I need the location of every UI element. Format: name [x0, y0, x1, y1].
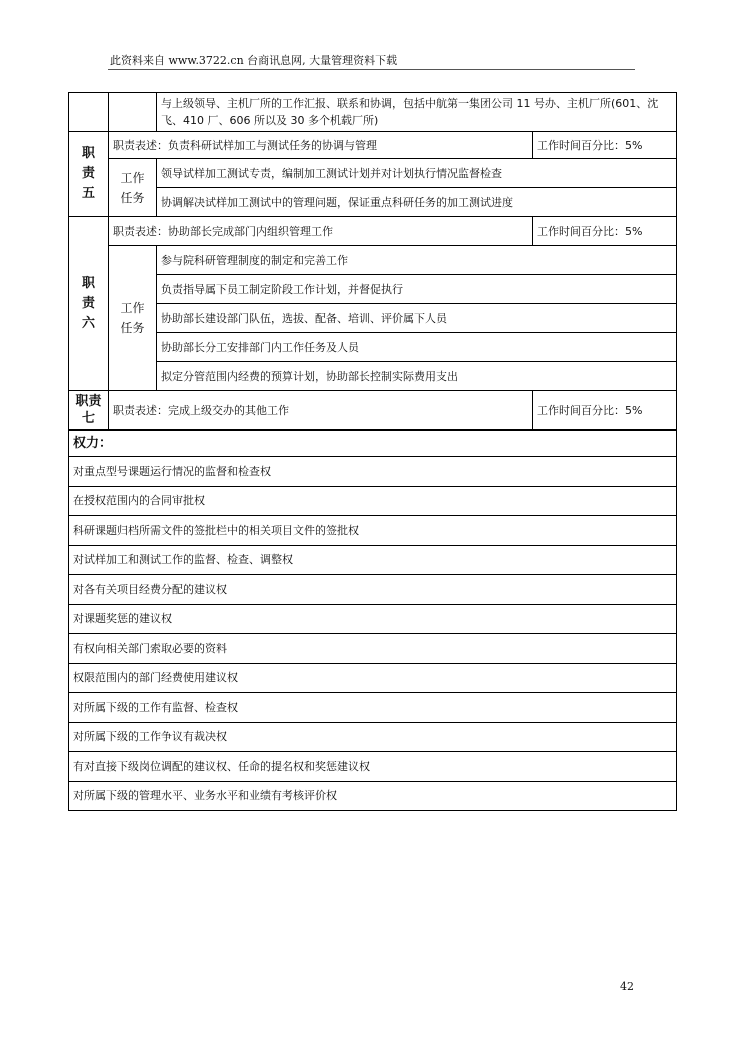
duty6-task-item: 负责指导属下员工制定阶段工作计划，并督促执行 — [157, 275, 677, 304]
duty6-task-item: 协助部长建设部门队伍，选拔、配备、培训、评价属下人员 — [157, 304, 677, 333]
rights-row — [69, 634, 677, 664]
header-divider — [108, 69, 635, 70]
duty5-task-row — [69, 188, 677, 217]
duty7-description: 职责表述：完成上级交办的其他工作 — [109, 391, 533, 430]
rights-title-row — [69, 431, 677, 457]
rights-title: 权力： — [69, 431, 677, 457]
rights-item: 权限范围内的部门经费使用建议权 — [69, 663, 677, 693]
duty5-description-row — [69, 132, 677, 159]
rights-row — [69, 457, 677, 487]
rights-row — [69, 516, 677, 546]
duty7-description-row — [69, 391, 677, 430]
duty7-percent: 工作时间百分比：5% — [533, 391, 677, 430]
duty6-task-row — [69, 275, 677, 304]
rights-item: 对各有关项目经费分配的建议权 — [69, 575, 677, 605]
rights-row — [69, 781, 677, 811]
empty-task-label-cell — [109, 93, 157, 132]
rights-row — [69, 604, 677, 634]
duty6-task-row — [69, 304, 677, 333]
rights-item: 科研课题归档所需文件的签批栏中的相关项目文件的签批权 — [69, 516, 677, 546]
duty7-label: 职责 七 — [69, 391, 109, 430]
duty5-label: 职 责 五 — [69, 132, 109, 217]
rights-item: 对试样加工和测试工作的监督、检查、调整权 — [69, 545, 677, 575]
duty6-task-item: 拟定分管范围内经费的预算计划，协助部长控制实际费用支出 — [157, 362, 677, 391]
duty5-task-row — [69, 159, 677, 188]
rights-item: 对课题奖惩的建议权 — [69, 604, 677, 634]
rights-item: 对所属下级的工作争议有裁决权 — [69, 722, 677, 752]
duties-table — [68, 92, 677, 430]
rights-row — [69, 575, 677, 605]
rights-row — [69, 752, 677, 782]
rights-item: 在授权范围内的合同审批权 — [69, 486, 677, 516]
rights-item: 有对直接下级岗位调配的建议权、任命的提名权和奖惩建议权 — [69, 752, 677, 782]
page-number: 42 — [620, 980, 634, 993]
duty6-task-item: 参与院科研管理制度的制定和完善工作 — [157, 246, 677, 275]
empty-label-cell — [69, 93, 109, 132]
rights-item: 对所属下级的工作有监督、检查权 — [69, 693, 677, 723]
duty5-task-label: 工作 任务 — [109, 159, 157, 217]
duty5-percent: 工作时间百分比：5% — [533, 132, 677, 159]
duty6-task-label: 工作 任务 — [109, 246, 157, 391]
rights-row — [69, 663, 677, 693]
duty6-task-row — [69, 246, 677, 275]
top-continuation-row — [69, 93, 677, 132]
rights-row — [69, 693, 677, 723]
duty5-description: 职责表述：负责科研试样加工与测试任务的协调与管理 — [109, 132, 533, 159]
rights-item: 有权向相关部门索取必要的资料 — [69, 634, 677, 664]
rights-row — [69, 545, 677, 575]
duty5-task-item: 协调解决试样加工测试中的管理问题，保证重点科研任务的加工测试进度 — [157, 188, 677, 217]
rights-row — [69, 486, 677, 516]
page-header: 此资料来自 www.3722.cn 台商讯息网, 大量管理资料下载 — [110, 54, 398, 67]
top-task-text: 与上级领导、主机厂所的工作汇报、联系和协调，包括中航第一集团公司 11 号办、主机厂所(601、沈飞、410 厂、606 所以及 30 多个机载厂所) — [157, 93, 677, 132]
duty6-task-item: 协助部长分工安排部门内工作任务及人员 — [157, 333, 677, 362]
duty6-task-row — [69, 333, 677, 362]
duty6-task-row — [69, 362, 677, 391]
duty6-label: 职 责 六 — [69, 217, 109, 391]
rights-table — [68, 430, 677, 811]
duty5-task-item: 领导试样加工测试专责，编制加工测试计划并对计划执行情况监督检查 — [157, 159, 677, 188]
rights-row — [69, 722, 677, 752]
duty6-description: 职责表述：协助部长完成部门内组织管理工作 — [109, 217, 533, 246]
duty6-percent: 工作时间百分比：5% — [533, 217, 677, 246]
rights-item: 对所属下级的管理水平、业务水平和业绩有考核评价权 — [69, 781, 677, 811]
rights-item: 对重点型号课题运行情况的监督和检查权 — [69, 457, 677, 487]
duty6-description-row — [69, 217, 677, 246]
